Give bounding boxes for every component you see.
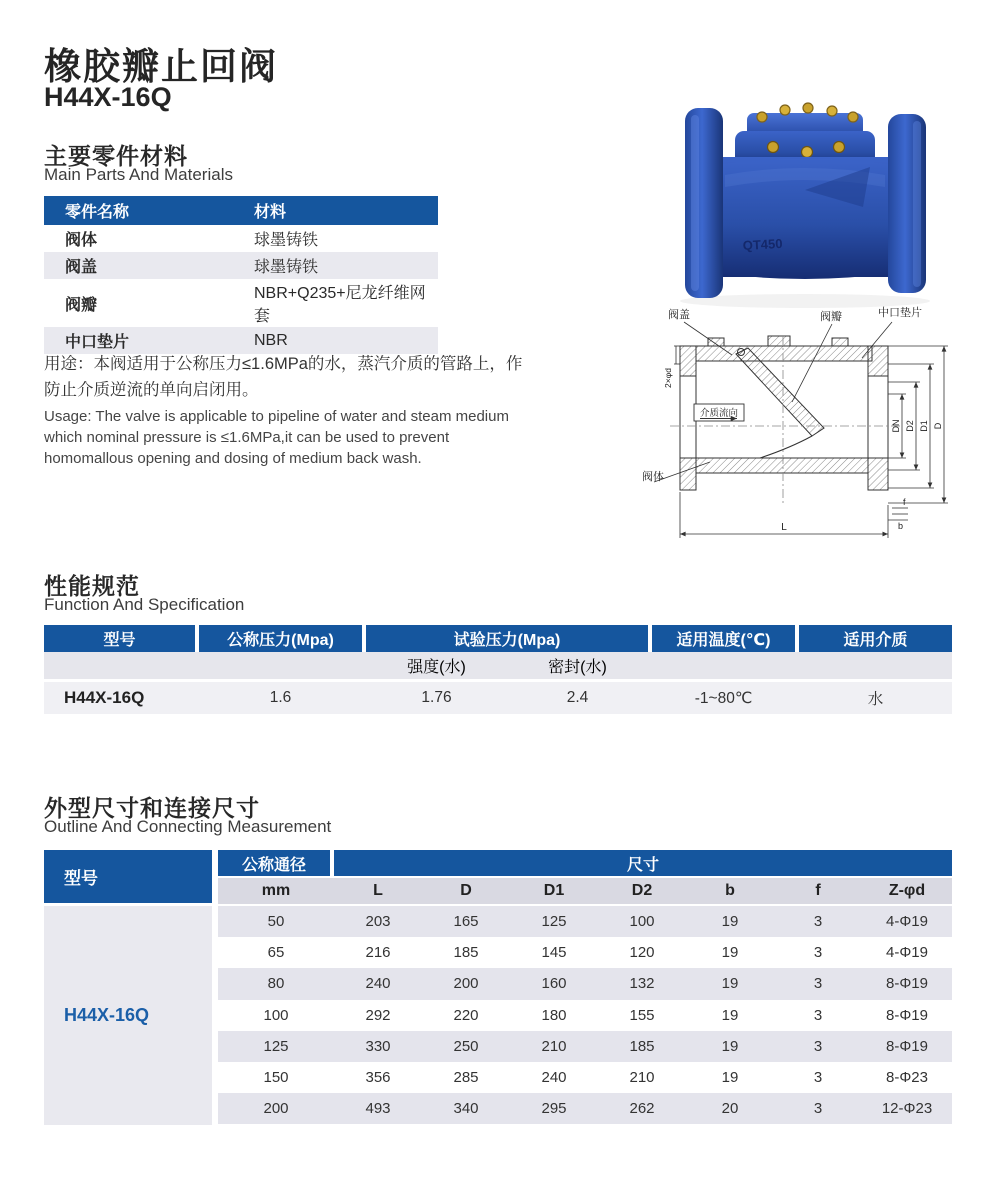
valve-cover-label: 阀盖: [668, 309, 690, 321]
spec-sub-strength: 强度(水): [407, 659, 466, 676]
table-cell: 210: [541, 1037, 567, 1055]
dim-col-f: f: [815, 882, 821, 899]
table-cell: 330: [365, 1037, 391, 1055]
table-row: [218, 1062, 952, 1093]
flow-direction-label: 介质流向: [699, 408, 739, 419]
table-cell: 中口垫片: [65, 334, 130, 351]
table-cell: 8-Φ19: [886, 975, 928, 993]
dim-col-b: b: [725, 882, 735, 899]
table-cell: 50: [267, 913, 285, 931]
table-cell: 65: [267, 944, 285, 962]
table-cell: 阀瓣: [65, 296, 98, 314]
middle-gasket-label: 中口垫片: [878, 307, 922, 319]
spec-value-nominal-pressure: 1.6: [269, 689, 292, 706]
dim-l-label: L: [781, 522, 787, 533]
column-header-material: 材料: [233, 196, 438, 225]
table-cell: 240: [541, 1069, 567, 1087]
dim-subheader-row: [218, 878, 952, 904]
spec-col-temperature: 适用温度(℃): [652, 625, 795, 652]
dimensions-section-title-en: Outline And Connecting Measurement: [44, 817, 332, 836]
table-cell: 165: [453, 913, 479, 931]
valve-technical-drawing: [640, 298, 976, 546]
dim-col-D1: D1: [543, 882, 565, 899]
table-cell: 132: [629, 975, 655, 993]
valve-left-flange: [685, 108, 723, 298]
dim-d2-label: D2: [905, 420, 915, 432]
table-cell: 262: [629, 1100, 655, 1118]
dim-f-label: f: [903, 497, 906, 507]
table-cell: 19: [721, 1069, 739, 1087]
table-cell: 180: [541, 1006, 567, 1024]
table-cell: 3: [813, 913, 823, 931]
dimensions-table: [44, 850, 952, 1125]
flow-direction-callout: [694, 404, 744, 421]
table-row: [44, 225, 438, 252]
table-cell: 3: [813, 1069, 823, 1087]
table-row: [218, 937, 952, 968]
table-cell: 210: [629, 1069, 655, 1087]
table-cell: 3: [813, 1100, 823, 1118]
table-cell: 216: [365, 944, 391, 962]
dim-b-label: b: [898, 521, 904, 531]
table-row: [218, 1000, 952, 1031]
table-cell: 125: [263, 1037, 289, 1055]
table-row: [44, 279, 438, 327]
valve-body: [717, 157, 893, 279]
spec-data-row: [44, 682, 952, 714]
table-cell: 4-Φ19: [886, 944, 928, 962]
table-cell: 295: [541, 1100, 567, 1118]
table-cell: 4-Φ19: [886, 913, 928, 931]
table-cell: 100: [629, 913, 655, 931]
dim-col-size: 尺寸: [334, 850, 952, 876]
table-row: [44, 327, 438, 354]
valve-right-flange: [888, 114, 926, 293]
table-row: [218, 906, 952, 937]
spec-table: [44, 625, 952, 714]
table-cell: 19: [721, 1006, 739, 1024]
flange-thickness-dims: [888, 508, 908, 520]
spec-header-row: [44, 625, 952, 652]
table-cell: 3: [813, 1006, 823, 1024]
table-cell: NBR: [254, 331, 288, 349]
dim-d1-label: D1: [919, 420, 929, 432]
table-cell: 203: [365, 913, 391, 931]
bolt-holes-label: 2×φd: [663, 368, 673, 388]
table-cell: 292: [365, 1006, 391, 1024]
column-header-part: 零件名称: [44, 196, 233, 225]
table-cell: 3: [813, 1037, 823, 1055]
table-cell: 185: [453, 944, 479, 962]
spec-section-title-cn: 性能规范: [44, 573, 140, 599]
spec-col-medium: 适用介质: [799, 625, 952, 652]
table-cell: 8-Φ19: [886, 1006, 928, 1024]
table-header-row: [44, 196, 438, 225]
spec-subheader-row: [44, 652, 952, 679]
dim-col-D2: D2: [631, 882, 653, 899]
spec-sub-seal: 密封(水): [548, 659, 607, 676]
spec-value-seal: 2.4: [566, 689, 589, 706]
table-row: [218, 1093, 952, 1124]
bolt-hole-dim: [674, 346, 680, 364]
table-row: [44, 252, 438, 279]
table-cell: 185: [629, 1037, 655, 1055]
parts-materials-table: [44, 196, 438, 354]
spec-value-medium: 水: [867, 691, 884, 708]
table-cell: 200: [263, 1100, 289, 1118]
table-cell: 20: [721, 1100, 739, 1118]
table-cell: 8-Φ23: [886, 1069, 928, 1087]
table-cell: 8-Φ19: [886, 1037, 928, 1055]
table-row: [218, 968, 952, 999]
table-cell: 19: [721, 975, 739, 993]
table-cell: 220: [453, 1006, 479, 1024]
dim-d-label: D: [933, 422, 943, 430]
table-cell: 250: [453, 1037, 479, 1055]
table-cell: NBR+Q235+尼龙纤维网套: [254, 285, 426, 325]
table-cell: 340: [453, 1100, 479, 1118]
spec-value-strength: 1.76: [421, 689, 452, 706]
table-cell: 球墨铸铁: [254, 259, 319, 276]
table-cell: 80: [267, 975, 285, 993]
dim-col-zphid: Z-φd: [888, 882, 926, 899]
table-cell: 3: [813, 944, 823, 962]
table-cell: 球墨铸铁: [254, 232, 319, 249]
dim-col-dn: 公称通径: [218, 850, 330, 876]
table-cell: 120: [629, 944, 655, 962]
spec-col-model: 型号: [44, 625, 195, 652]
valve-body-label: 阀体: [642, 471, 664, 483]
dim-model-value: H44X-16Q: [44, 906, 212, 1125]
dim-col-D: D: [460, 882, 472, 899]
dim-col-mm: mm: [261, 882, 291, 899]
table-cell: 145: [541, 944, 567, 962]
usage-text-cn: 用途：本阀适用于公称压力≤1.6MPa的水，蒸汽介质的管路上，作防止介质逆流的单向启闭用。: [44, 355, 523, 399]
table-cell: 19: [721, 1037, 739, 1055]
usage-text-en: Usage: The valve is applicable to pipeline of water and steam medium which nominal pressure is ≤1.6MPa,it can be used to prevent homomallous opening and dosing of medium back wash.: [44, 408, 509, 467]
table-cell: 285: [453, 1069, 479, 1087]
dim-data-grid: [218, 906, 952, 1124]
page-title: 橡胶瓣止回阀: [44, 46, 278, 87]
page-model: H44X-16Q: [44, 82, 172, 112]
materials-section-title-en: Main Parts And Materials: [44, 165, 233, 184]
dim-col-L: L: [373, 882, 383, 899]
table-cell: 155: [629, 1006, 655, 1024]
photo-marking-text: QT450: [742, 235, 783, 253]
dimensions-section-title-cn: 外型尺寸和连接尺寸: [44, 795, 260, 821]
table-cell: 阀体: [65, 232, 98, 249]
table-cell: 阀盖: [65, 259, 98, 276]
table-cell: 200: [453, 975, 479, 993]
valve-photo: [655, 95, 955, 310]
table-cell: 19: [721, 913, 739, 931]
table-cell: 240: [365, 975, 391, 993]
table-row: [218, 1031, 952, 1062]
table-cell: 12-Φ23: [881, 1100, 933, 1118]
materials-section-title-cn: 主要零件材料: [44, 143, 188, 169]
spec-col-nominal-pressure: 公称压力(Mpa): [199, 625, 362, 652]
spec-col-test-pressure: 试验压力(Mpa): [366, 625, 648, 652]
table-cell: 160: [541, 975, 567, 993]
table-cell: 3: [813, 975, 823, 993]
valve-flap-label: 阀瓣: [820, 311, 842, 323]
spec-section-title-en: Function And Specification: [44, 595, 245, 614]
dim-dn-label: DN: [891, 419, 901, 433]
table-cell: 356: [365, 1069, 391, 1087]
table-cell: 493: [365, 1100, 391, 1118]
dim-col-model: 型号: [44, 850, 212, 903]
table-cell: 19: [721, 944, 739, 962]
table-cell: 125: [541, 913, 567, 931]
table-cell: 100: [263, 1006, 289, 1024]
spec-value-temperature: -1~80℃: [694, 689, 753, 707]
spec-value-model: H44X-16Q: [64, 688, 145, 707]
table-cell: 150: [263, 1069, 289, 1087]
